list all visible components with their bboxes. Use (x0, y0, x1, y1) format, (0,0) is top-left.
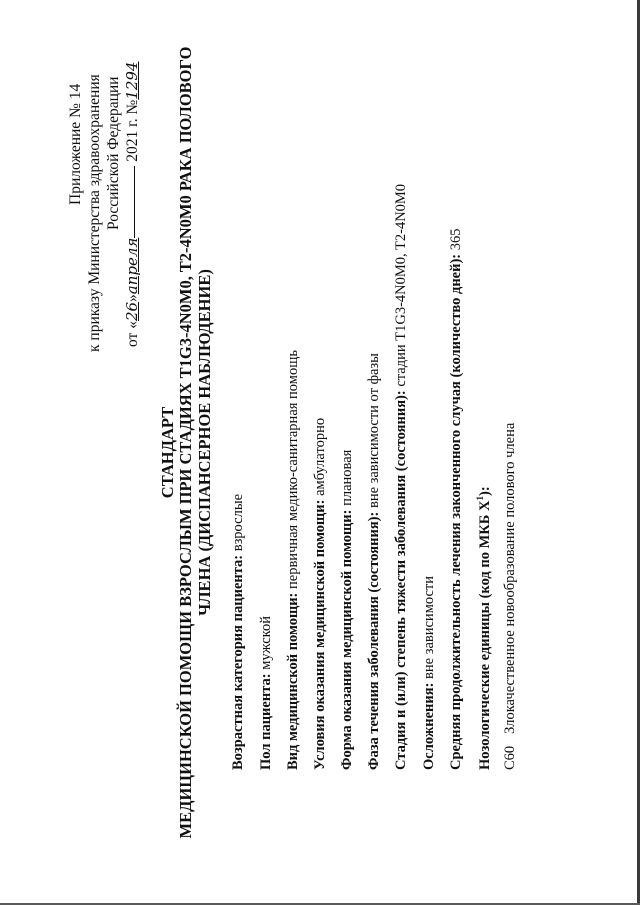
row-label: Возрастная категория пациента: (230, 554, 246, 770)
appendix-order-line: к приказу Министерства здравоохранения (86, 74, 103, 352)
row-value: вне зависимости (421, 575, 437, 683)
row-label: Форма оказания медицинской помощи: (339, 509, 355, 770)
row-disease-phase (367, 353, 382, 770)
handwritten-month: апреля (123, 237, 141, 295)
row-complications (422, 576, 437, 770)
row-label: Стадия и (или) степень тяжести заболевания (состояния): (393, 390, 409, 770)
row-label: Вид медицинской помощи: (285, 592, 301, 770)
row-value: мужской (258, 616, 274, 674)
row-label: Условия оказания медицинской помощи: (312, 499, 328, 770)
row-label: Фаза течения заболевания (состояния): (366, 511, 382, 770)
date-prefix: от « (124, 321, 141, 347)
handwritten-day: 26 (123, 301, 141, 322)
handwritten-order-number: 1294 (123, 61, 141, 100)
row-value: плановая (339, 449, 355, 510)
appendix-date-line: от «26»апреля 2021 г. №1294 (123, 61, 141, 347)
appendix-ministry-line: Российской Федерации (105, 76, 122, 230)
nosology-label-end: ): (476, 486, 493, 496)
row-value: амбулаторно (312, 417, 328, 500)
date-blank-line (133, 166, 135, 238)
row-value: 365 (448, 228, 464, 254)
row-value: стадии T1G3-4N0M0, T2-4N0M0 (393, 183, 409, 391)
icd-name: Злокачественное новообразование полового члена (502, 422, 518, 734)
year-text: 2021 г. № (124, 99, 141, 162)
icd-code-row (503, 423, 518, 770)
row-value: взрослые (230, 493, 246, 555)
row-stage (394, 184, 409, 770)
row-treatment-duration (449, 229, 464, 771)
row-sex (259, 616, 274, 770)
nosology-footnote-mark: 1 (475, 496, 485, 501)
row-care-form (340, 450, 355, 770)
icd-code: C60 (502, 745, 518, 770)
nosology-label: Нозологические единицы (код по МКБ X (476, 500, 493, 770)
row-age-category (231, 494, 246, 770)
row-care-type (286, 350, 301, 770)
document-subtitle-line2: ЧЛЕНА (ДИСПАНСЕРНОЕ НАБЛЮДЕНИЕ) (195, 269, 214, 616)
row-nosology (476, 486, 492, 770)
document-title: СТАНДАРТ (158, 406, 177, 499)
document-subtitle-line1: МЕДИЦИНСКОЙ ПОМОЩИ ВЗРОСЛЫМ ПРИ СТАДИЯХ T1G3-4N0M0, T2-4N0M0 РАКА ПОЛОВОГО (176, 46, 195, 839)
row-care-conditions (313, 418, 328, 770)
appendix-number: Приложение № 14 (67, 83, 84, 205)
row-value: первичная медико-санитарная помощь (285, 350, 301, 593)
row-label: Осложнения: (421, 682, 437, 770)
row-label: Средняя продолжительность лечения законченного случая (количество дней): (448, 253, 464, 770)
row-value: вне зависимости от фазы (366, 353, 382, 512)
row-label: Пол пациента: (258, 673, 274, 770)
